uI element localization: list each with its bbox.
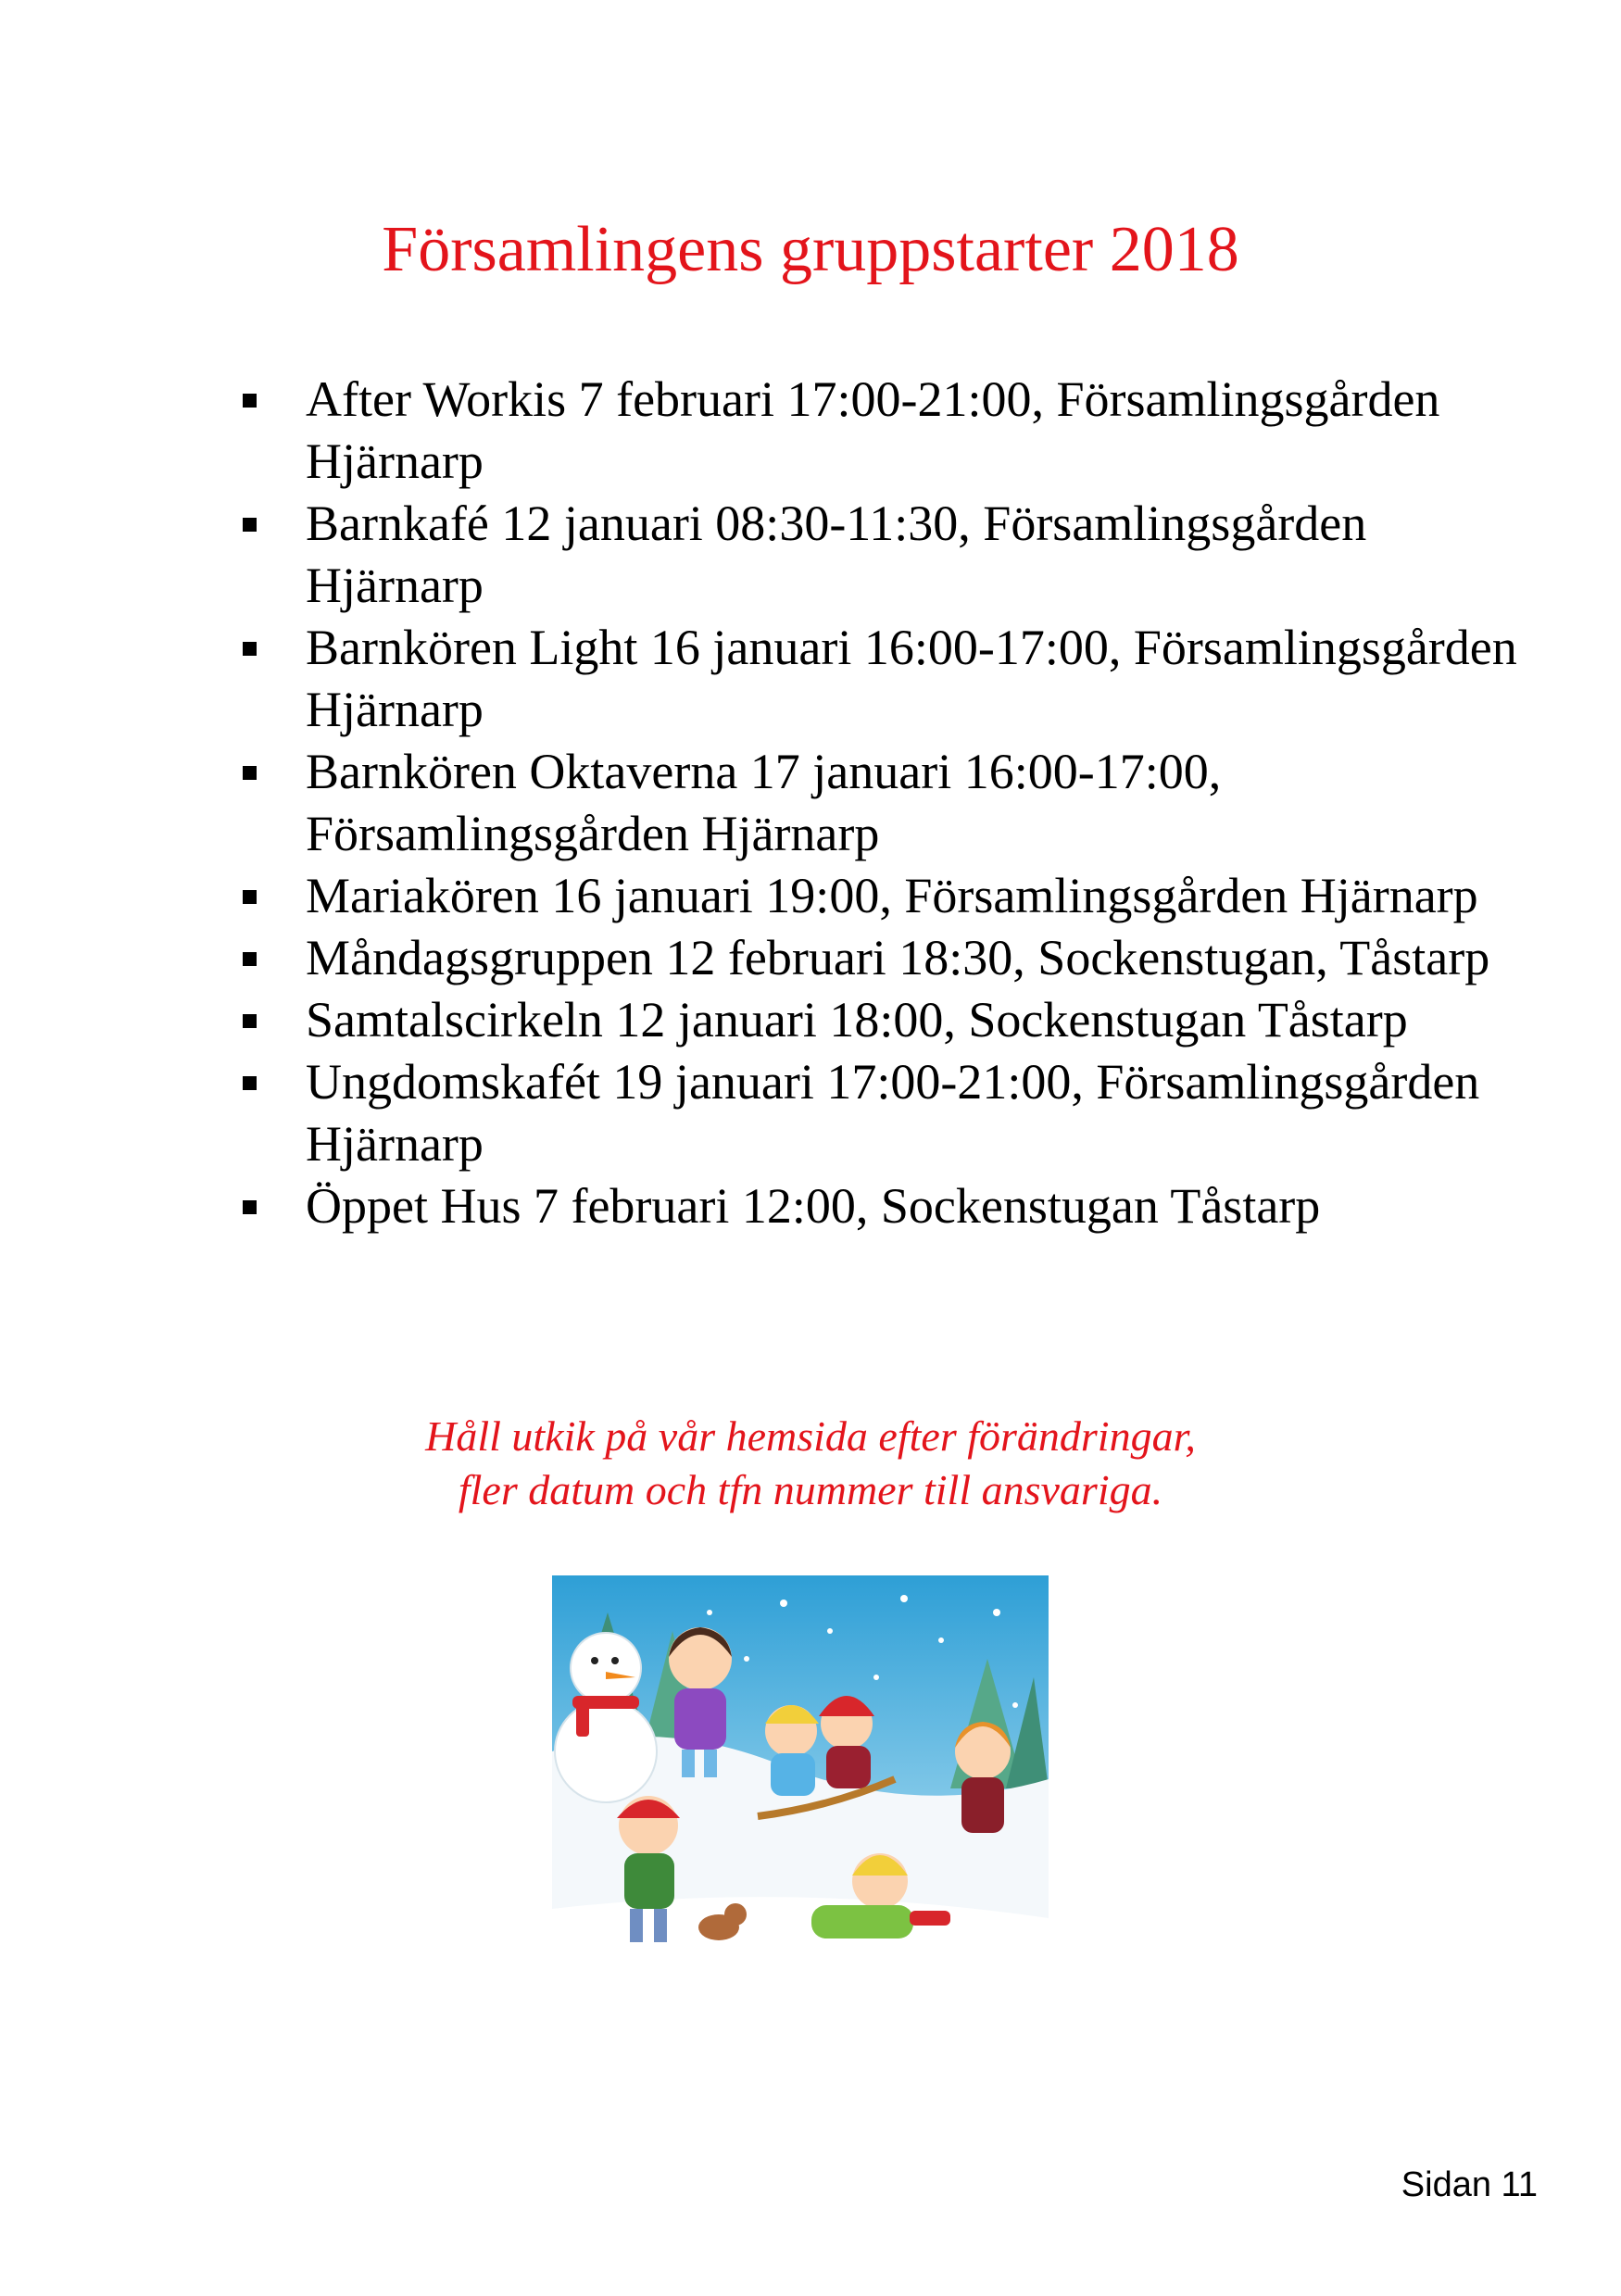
website-note xyxy=(0,1410,1621,1517)
list-item xyxy=(232,617,1528,741)
square-bullet-icon xyxy=(243,890,257,904)
note-line: fler datum och tfn nummer till ansvariga. xyxy=(458,1466,1163,1513)
list-item xyxy=(232,1051,1528,1175)
square-bullet-icon xyxy=(243,1014,257,1028)
list-item-text: Samtalscirkeln 12 januari 18:00, Sockenstugan Tåstarp xyxy=(306,992,1408,1048)
group-start-list xyxy=(232,369,1528,1237)
square-bullet-icon xyxy=(243,766,257,780)
list-item xyxy=(232,741,1528,865)
square-bullet-icon xyxy=(243,394,257,408)
list-item xyxy=(232,989,1528,1051)
list-item-text: Barnkafé 12 januari 08:30-11:30, Församlingsgården Hjärnarp xyxy=(306,496,1367,613)
square-bullet-icon xyxy=(243,1200,257,1214)
list-item xyxy=(232,865,1528,927)
list-item xyxy=(232,493,1528,617)
list-item-text: Barnkören Light 16 januari 16:00-17:00, Församlingsgården Hjärnarp xyxy=(306,620,1517,737)
note-line: Håll utkik på vår hemsida efter förändringar, xyxy=(425,1412,1196,1460)
list-item-text: Öppet Hus 7 februari 12:00, Sockenstugan Tåstarp xyxy=(306,1178,1321,1234)
list-item xyxy=(232,927,1528,989)
list-item-text: Ungdomskafét 19 januari 17:00-21:00, Församlingsgården Hjärnarp xyxy=(306,1054,1480,1172)
list-item xyxy=(232,1175,1528,1237)
winter-kids-illustration xyxy=(552,1575,1049,1972)
page-number: Sidan 11 xyxy=(1401,2165,1538,2204)
page-title: Församlingens gruppstarter 2018 xyxy=(382,214,1239,285)
square-bullet-icon xyxy=(243,642,257,656)
list-item-text: Måndagsgruppen 12 februari 18:30, Sockenstugan, Tåstarp xyxy=(306,930,1490,985)
square-bullet-icon xyxy=(243,1076,257,1090)
list-item-text: Mariakören 16 januari 19:00, Församlingsgården Hjärnarp xyxy=(306,868,1478,923)
square-bullet-icon xyxy=(243,952,257,966)
square-bullet-icon xyxy=(243,518,257,532)
list-item-text: Barnkören Oktaverna 17 januari 16:00-17:00, Församlingsgården Hjärnarp xyxy=(306,744,1222,861)
list-item-text: After Workis 7 februari 17:00-21:00, Församlingsgården Hjärnarp xyxy=(306,371,1440,489)
list-item xyxy=(232,369,1528,493)
